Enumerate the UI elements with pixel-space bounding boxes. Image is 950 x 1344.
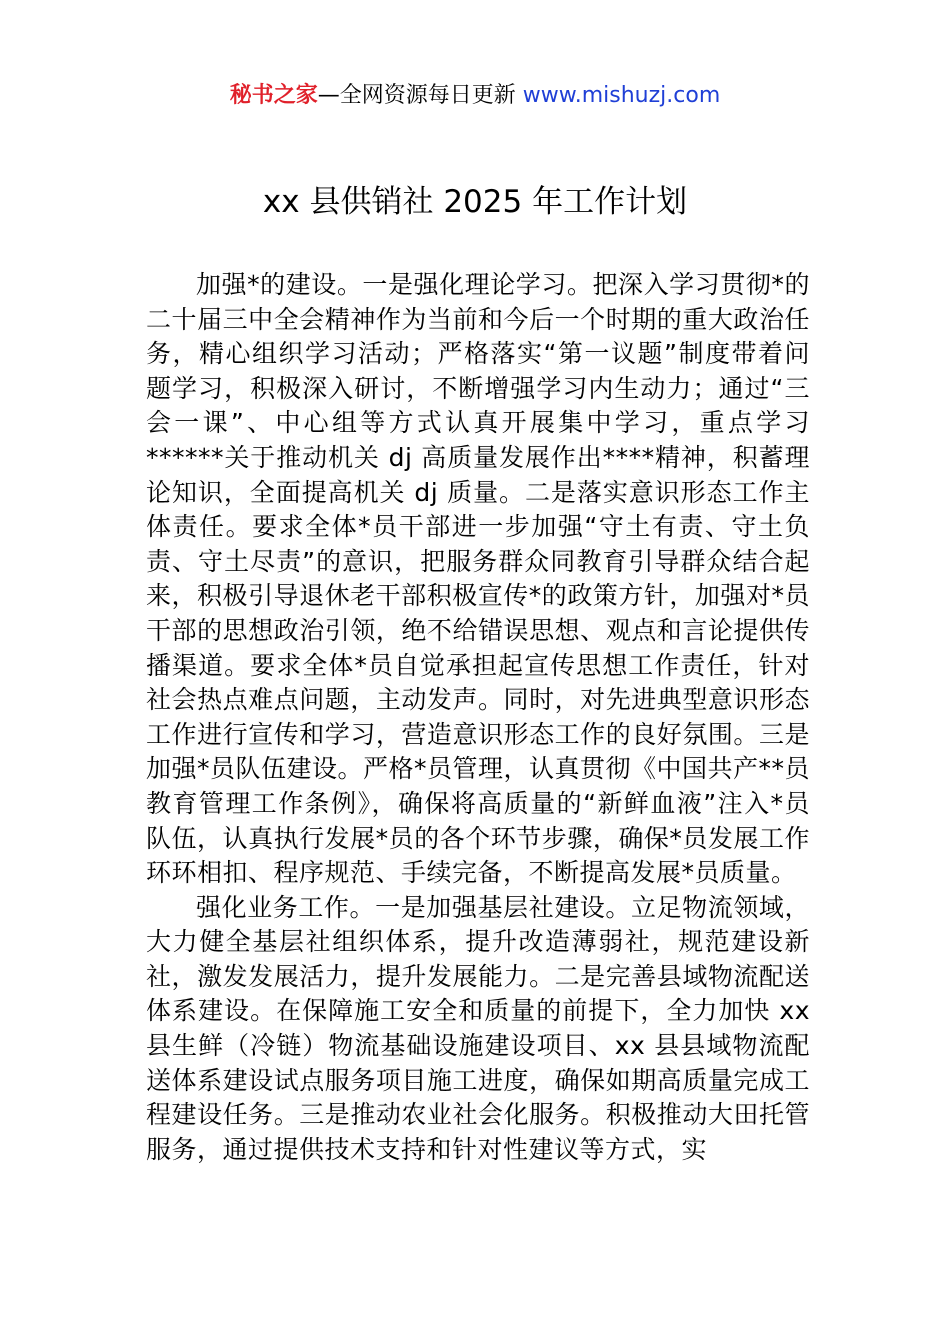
document-body [146, 268, 810, 1167]
paragraph-business-work: 强化业务工作。一是加强基层社建设。立足物流领域，大力健全基层社组织体系，提升改造薄弱社，规范建设新社，激发发展活力，提升发展能力。二是完善县域物流配送体系建设。在保障施工安全和质量的前提下，全力加快 xx 县生鲜（冷链）物流基础设施建设项目、xx 县县域物流配送体系建设试点服务项目施工进度，确保如期高质量完成工程建设任务。三是推动农业社会化服务。积极推动大田托管服务，通过提供技术支持和针对性建议等方式，实 [146, 892, 810, 1164]
brand-name: 秘书之家 [229, 83, 318, 108]
website-link[interactable]: www.mishuzj.com [522, 83, 721, 108]
header-slogan: —全网资源每日更新 [317, 83, 516, 108]
paragraph-party-building: 加强*的建设。一是强化理论学习。把深入学习贯彻*的二十届三中全会精神作为当前和今后一个时期的重大政治任务，精心组织学习活动；严格落实“第一议题”制度带着问题学习，积极深入研讨，不断增强学习内生动力；通过“三会一课”、中心组等方式认真开展集中学习，重点学习******关于推动机关 dj 高质量发展作出****精神，积蓄理论知识，全面提高机关 dj 质量。二是落实意识形态工作主体责任。要求全体*员干部进一步加强“守土有责、守土负责、守土尽责”的意识，把服务群众同教育引导群众结合起来，积极引导退休老干部积极宣传*的政策方针，加强对*员干部的思想政治引领，绝不给错误思想、观点和言论提供传播渠道。要求全体*员自觉承担起宣传思想工作责任，针对社会热点难点问题，主动发声。同时，对先进典型意识形态工作进行宣传和学习，营造意识形态工作的良好氛围。三是加强*员队伍建设。严格*员管理，认真贯彻《中国共产**员教育管理工作条例》，确保将高质量的“新鲜血液”注入*员队伍，认真执行发展*员的各个环节步骤，确保*员发展工作环环相扣、程序规范、手续完备，不断提高发展*员质量。 [146, 270, 811, 888]
document-title: xx 县供销社 2025 年工作计划 [262, 184, 688, 220]
page-header [0, 78, 950, 114]
